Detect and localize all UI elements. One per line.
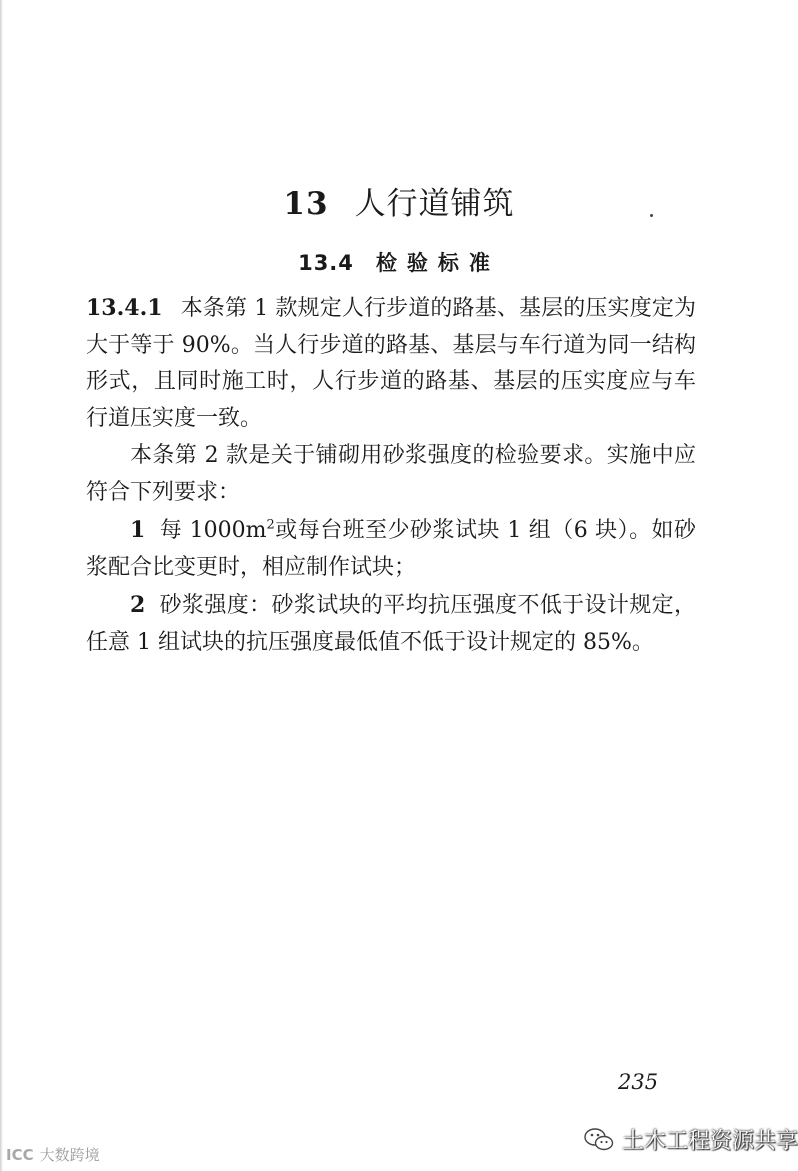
page-number: 235	[618, 1070, 659, 1094]
section-title-text: 检验标准	[375, 251, 500, 275]
section-number: 13.4	[298, 251, 354, 275]
chapter-title-text: 人行道铺筑	[354, 186, 515, 222]
clause-paragraph-1-text: 本条第 1 款规定人行步道的路基、基层的压实度定为大于等于 90%。当人行步道的路基、基层与车行道为同一结构形式，且同时施工时，人行步道的路基、基层的压实度应与车行道压实度一致。	[86, 296, 696, 431]
section-title	[0, 247, 798, 277]
watermark-right	[584, 1124, 798, 1155]
page-edge-shadow	[0, 0, 3, 1171]
list-item	[86, 587, 696, 661]
speck	[650, 214, 653, 217]
clause-number: 13.4.1	[86, 295, 163, 321]
wechat-icon	[584, 1127, 614, 1153]
list-item	[86, 512, 696, 586]
superscript: 2	[266, 517, 275, 533]
list-item-number: 1	[130, 517, 146, 543]
chapter-title	[0, 178, 798, 223]
clause-paragraph-2: 本条第 2 款是关于铺砌用砂浆强度的检验要求。实施中应符合下列要求：	[86, 443, 696, 505]
list-item-text: 砂浆强度：砂浆试块的平均抗压强度不低于设计规定，任意 1 组试块的抗压强度最低值不低于设计规定的 85%。	[86, 593, 696, 655]
watermark-left	[6, 1144, 100, 1165]
list-item-text-cont: 或每台班至少砂浆试块 1 组（6 块）。如砂浆配合比变更时，相应制作试块；	[86, 518, 697, 580]
watermark-left-text: 大数跨境	[39, 1146, 100, 1164]
list-item-text: 每 1000m	[159, 518, 267, 543]
chapter-number: 13	[283, 186, 329, 222]
list-item-number: 2	[130, 592, 146, 618]
body-text	[86, 290, 696, 662]
clause-paragraph-1	[86, 290, 696, 437]
watermark-logo: ICC	[6, 1145, 34, 1164]
watermark-right-text: 土木工程资源共享	[622, 1129, 798, 1154]
